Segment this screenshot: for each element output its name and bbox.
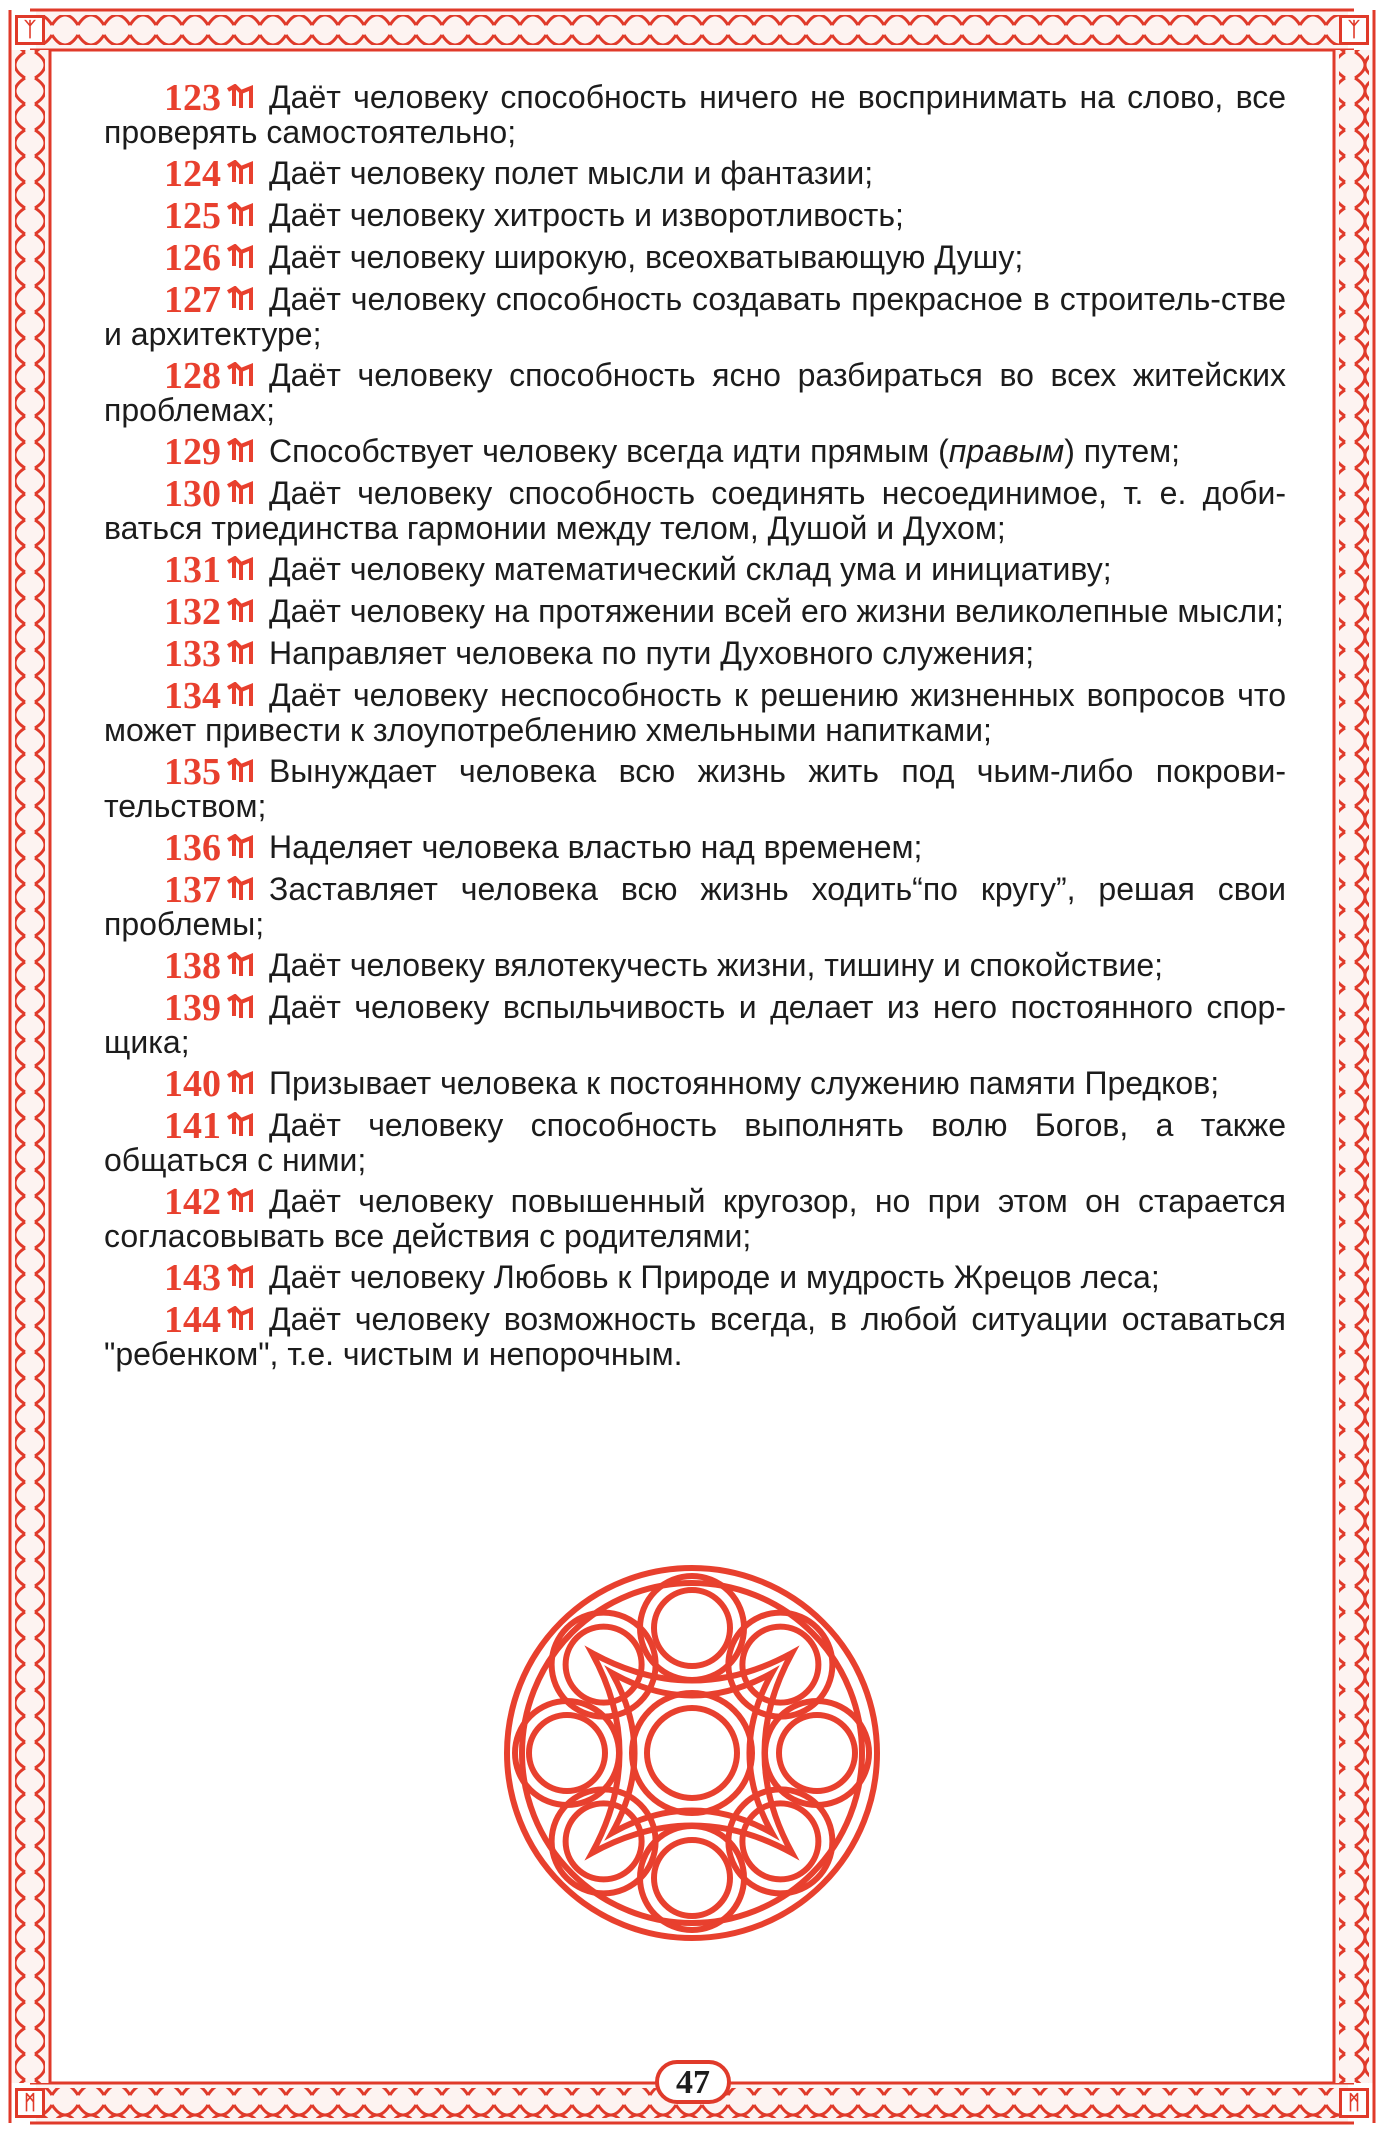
- entry-number: 132: [164, 591, 221, 633]
- entry-text: Направляет человека по пути Духовного служения;: [269, 635, 1035, 671]
- entry-text: Даёт человеку вялотекучесть жизни, тишину и спокойствие;: [269, 947, 1164, 983]
- rune-glyph-icon: [225, 84, 259, 110]
- rune-glyph-icon: [225, 202, 259, 228]
- entry-number: 127: [164, 279, 221, 321]
- corner-rune-bottom-right: ᛗ: [1339, 2088, 1369, 2118]
- rune-glyph-icon: [225, 876, 259, 902]
- entry-number: 144: [164, 1299, 221, 1341]
- entry-text: Даёт человеку способность ясно разбираться во всех житейских проблемах;: [104, 357, 1286, 428]
- entry-text: Даёт человеку способность выполнять волю Богов, а также общаться с ними;: [104, 1107, 1286, 1178]
- entry-number: 131: [164, 549, 221, 591]
- entry-number: 138: [164, 945, 221, 987]
- entry-number: 134: [164, 675, 221, 717]
- entry-text: Способствует человеку всегда идти прямым (: [269, 433, 949, 469]
- entry: [104, 431, 1286, 473]
- entry-text: Даёт человеку вспыльчивость и делает из него постоянного спор-щика;: [104, 989, 1286, 1060]
- corner-rune-top-left: ᛉ: [15, 15, 45, 45]
- entry: [104, 549, 1286, 591]
- rune-glyph-icon: [225, 1306, 259, 1332]
- entry: [104, 945, 1286, 987]
- entry: [104, 633, 1286, 675]
- entry: [104, 827, 1286, 869]
- entry: [104, 987, 1286, 1060]
- entry: [104, 237, 1286, 279]
- rune-glyph-icon: [225, 160, 259, 186]
- rune-glyph-icon: [225, 556, 259, 582]
- entry-number: 128: [164, 355, 221, 397]
- entry-number: 135: [164, 751, 221, 793]
- entries-list: [104, 77, 1286, 1378]
- rune-glyph-icon: [225, 362, 259, 388]
- entry-number: 143: [164, 1257, 221, 1299]
- entry-text: Даёт человеку неспособность к решению жизненных вопросов что может привести к злоупотреблению хмельными напитками;: [104, 677, 1286, 748]
- entry: [104, 195, 1286, 237]
- knotwork-ornament: [497, 1558, 887, 1948]
- entry: [104, 1105, 1286, 1178]
- rune-glyph-icon: [225, 480, 259, 506]
- entry-number: 140: [164, 1063, 221, 1105]
- entry: [104, 1299, 1286, 1372]
- entry-text: Даёт человеку способность ничего не воспринимать на слово, все проверять самостоятельно;: [104, 79, 1286, 150]
- entry-text: Даёт человеку повышенный кругозор, но при этом он старается согласовывать все действия с родителями;: [104, 1183, 1286, 1254]
- entry-text: Даёт человеку на протяжении всей его жизни великолепные мысли;: [269, 593, 1284, 629]
- entry-text: Даёт человеку полет мысли и фантазии;: [269, 155, 874, 191]
- entry-number: 133: [164, 633, 221, 675]
- entry: [104, 751, 1286, 824]
- entry-number: 141: [164, 1105, 221, 1147]
- entry-number: 123: [164, 77, 221, 119]
- rune-glyph-icon: [225, 1188, 259, 1214]
- rune-glyph-icon: [225, 758, 259, 784]
- entry-text: Наделяет человека властью над временем;: [269, 829, 923, 865]
- entry-number: 129: [164, 431, 221, 473]
- page-number: 47: [655, 2060, 731, 2104]
- rune-glyph-icon: [225, 834, 259, 860]
- rune-glyph-icon: [225, 438, 259, 464]
- rune-glyph-icon: [225, 1112, 259, 1138]
- entry: [104, 675, 1286, 748]
- entry-text: Призывает человека к постоянному служению памяти Предков;: [269, 1065, 1220, 1101]
- rune-glyph-icon: [225, 994, 259, 1020]
- entry: [104, 869, 1286, 942]
- corner-rune-top-right: ᛉ: [1339, 15, 1369, 45]
- entry-number: 142: [164, 1181, 221, 1223]
- entry: [104, 153, 1286, 195]
- rune-glyph-icon: [225, 1264, 259, 1290]
- entry-text: Даёт человеку широкую, всеохватывающую Душу;: [269, 239, 1024, 275]
- entry-number: 136: [164, 827, 221, 869]
- entry-text: ) путем;: [1064, 433, 1181, 469]
- entry: [104, 473, 1286, 546]
- entry-text-emphasis: правым: [948, 433, 1065, 469]
- rune-glyph-icon: [225, 682, 259, 708]
- entry: [104, 1063, 1286, 1105]
- rune-glyph-icon: [225, 640, 259, 666]
- entry-text: Даёт человеку способность создавать прекрасное в строитель-стве и архитектуре;: [104, 281, 1286, 352]
- entry-text: Даёт человеку Любовь к Природе и мудрость Жрецов леса;: [269, 1259, 1160, 1295]
- corner-rune-bottom-left: ᛗ: [15, 2088, 45, 2118]
- entry-number: 126: [164, 237, 221, 279]
- rune-glyph-icon: [225, 244, 259, 270]
- entry-number: 130: [164, 473, 221, 515]
- entry-number: 125: [164, 195, 221, 237]
- entry-number: 139: [164, 987, 221, 1029]
- entry: [104, 1257, 1286, 1299]
- entry-number: 124: [164, 153, 221, 195]
- rune-glyph-icon: [225, 1070, 259, 1096]
- entry: [104, 355, 1286, 428]
- entry-text: Даёт человеку способность соединять несоединимое, т. е. доби-ваться триединства гармонии между телом, Душой и Духом;: [104, 475, 1286, 546]
- entry: [104, 1181, 1286, 1254]
- entry-number: 137: [164, 869, 221, 911]
- rune-glyph-icon: [225, 952, 259, 978]
- entry-text: Вынуждает человека всю жизнь жить под чьим-либо покрови-тельством;: [104, 753, 1286, 824]
- rune-glyph-icon: [225, 286, 259, 312]
- entry-text: Заставляет человека всю жизнь ходить“по кругу”, решая свои проблемы;: [104, 871, 1286, 942]
- entry: [104, 279, 1286, 352]
- entry-text: Даёт человеку хитрость и изворотливость;: [269, 197, 904, 233]
- rune-glyph-icon: [225, 598, 259, 624]
- entry-text: Даёт человеку математический склад ума и инициативу;: [269, 551, 1112, 587]
- entry: [104, 77, 1286, 150]
- entry-text: Даёт человеку возможность всегда, в любой ситуации оставаться "ребенком", т.е. чистым и непорочным.: [104, 1301, 1286, 1372]
- entry: [104, 591, 1286, 633]
